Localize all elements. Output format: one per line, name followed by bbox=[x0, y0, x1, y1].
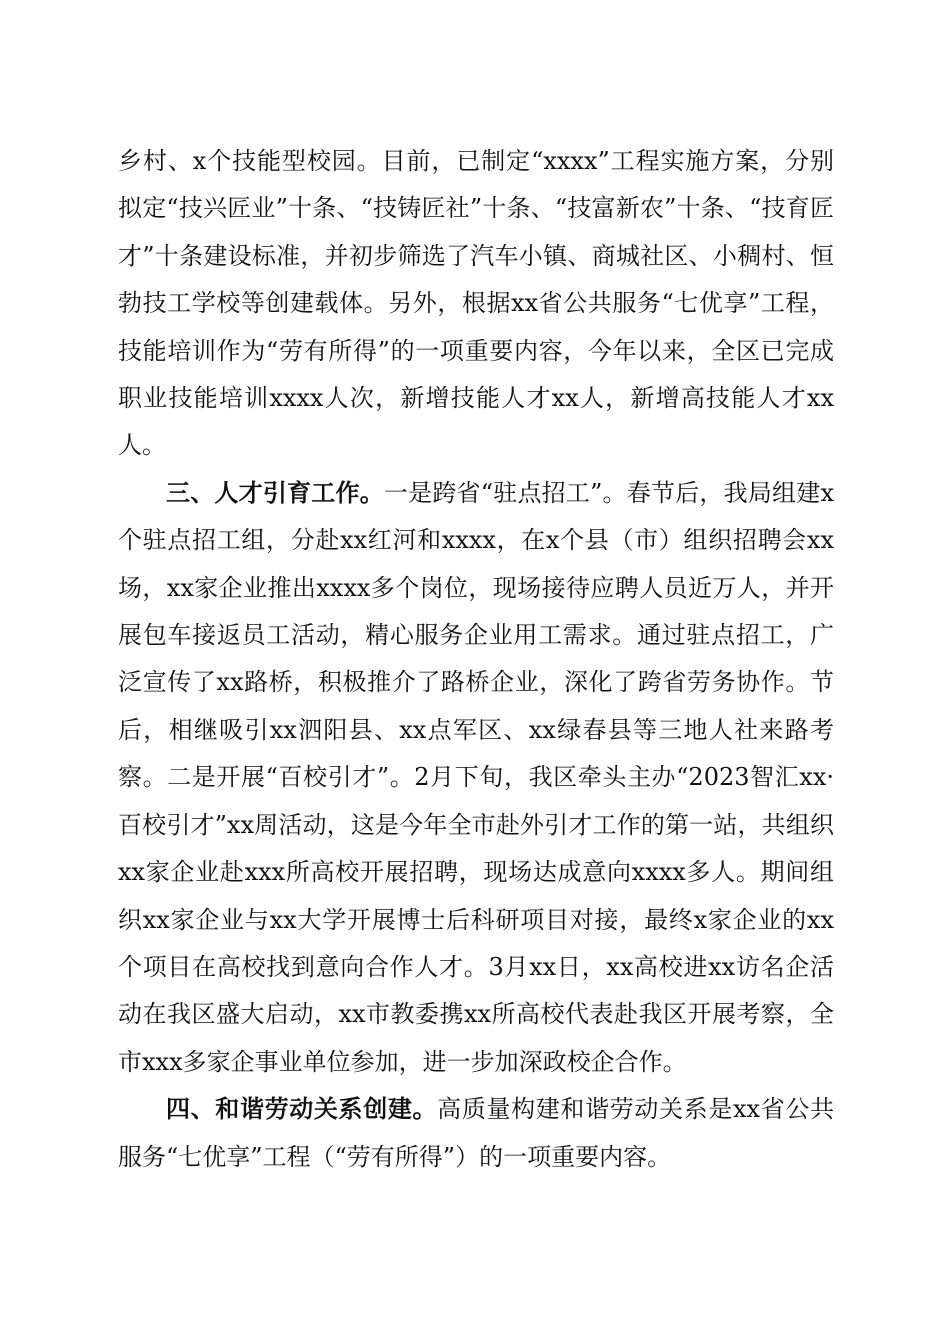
paragraph-continuation bbox=[118, 138, 834, 470]
paragraph-text: 乡村、x个技能型校园。目前，已制定“xxxx”工程实施方案，分别拟定“技兴匠业”十条、“技铸匠社”十条、“技富新农”十条、“技育匠才”十条建设标准，并初步筛选了汽车小镇、商城社区、小稠村、恒勃技工学校等创建载体。另外，根据xx省公共服务“七优享”工程，技能培训作为“劳有所得”的一项重要内容，今年以来，全区已完成职业技能培训xxxx人次，新增技能人才xx人，新增高技能人才xx人。 bbox=[118, 147, 834, 460]
paragraph-talent-recruitment bbox=[118, 470, 834, 1086]
paragraph-text: 高质量构建和谐劳动关系是xx省公共服务“七优享”工程（“劳有所得”）的一项重要内容。 bbox=[118, 1095, 835, 1171]
document-page bbox=[118, 138, 834, 1181]
section-heading-labor: 四、和谐劳动关系创建。 bbox=[166, 1095, 438, 1124]
section-heading-talent: 三、人才引育工作。 bbox=[166, 478, 384, 507]
paragraph-labor-relations bbox=[118, 1086, 834, 1181]
paragraph-text: 一是跨省“驻点招工”。春节后，我局组建x个驻点招工组，分赴xx红河和xxxx，在x个县（市）组织招聘会xx场，xx家企业推出xxxx多个岗位，现场接待应聘人员近万人，并开展包车接返员工活动，精心服务企业用工需求。通过驻点招工，广泛宣传了xx路桥，积极推介了路桥企业，深化了跨省劳务协作。节后，相继吸引xx泗阳县、xx点军区、xx绿春县等三地人社来路考察。二是开展“百校引才”。2月下旬，我区牵头主办“2023智汇xx·百校引才”xx周活动，这是今年全市赴外引才工作的第一站，共组织xx家企业赴xxx所高校开展招聘，现场达成意向xxxx多人。期间组织xx家企业与xx大学开展博士后科研项目对接，最终x家企业的xx个项目在高校找到意向合作人才。3月xx日，xx高校进xx访名企活动在我区盛大启动，xx市教委携xx所高校代表赴我区开展考察，全市xxx多家企事业单位参加，进一步加深政校企合作。 bbox=[118, 478, 834, 1076]
